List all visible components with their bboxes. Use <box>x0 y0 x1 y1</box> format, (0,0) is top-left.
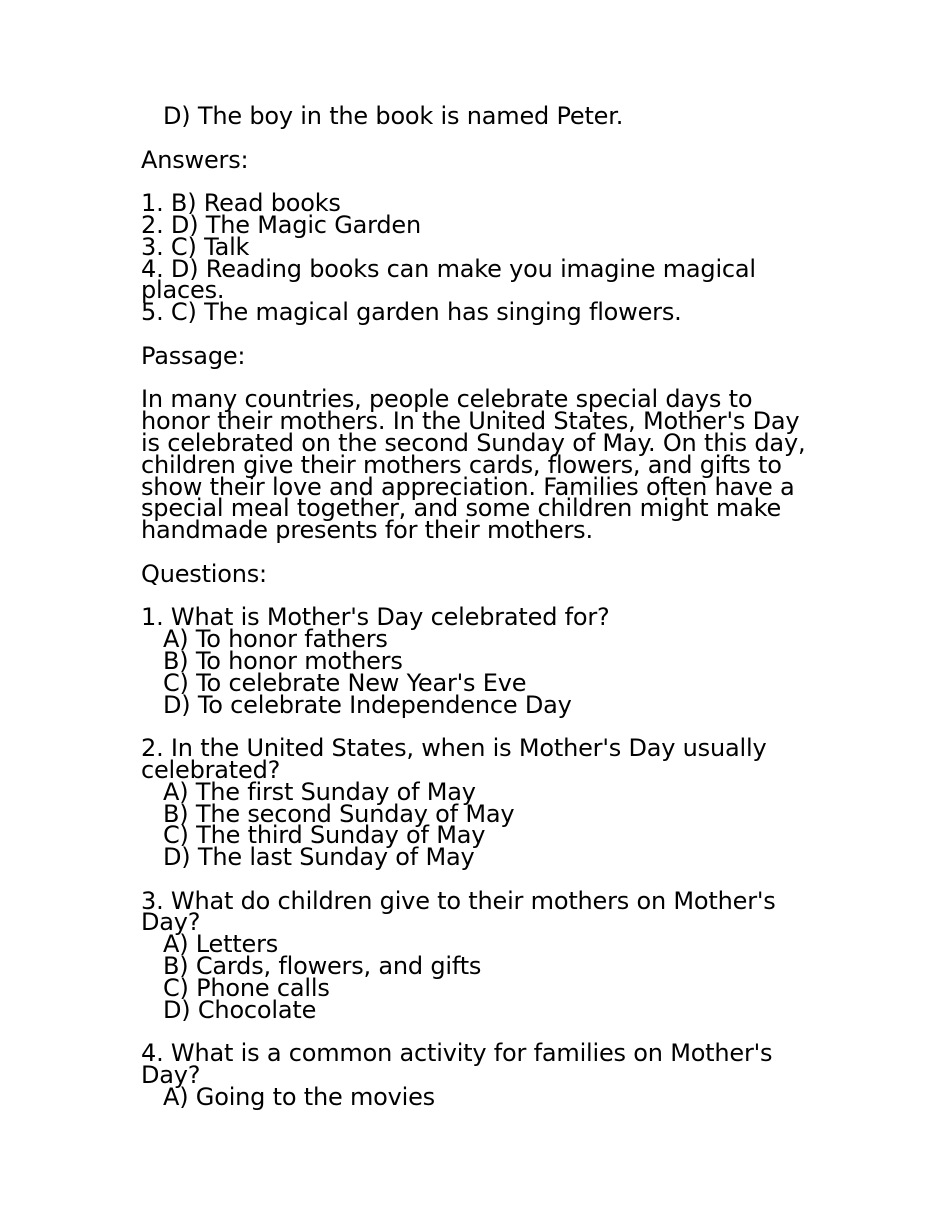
question-option: D) To celebrate Independence Day <box>163 690 572 719</box>
question-text: 1. What is Mother's Day celebrated for? <box>141 603 610 632</box>
question-option: B) To honor mothers <box>163 646 403 675</box>
passage-heading: Passage: <box>141 341 246 370</box>
answer-item: 4. D) Reading books can make you imagine magical places. <box>141 254 756 305</box>
question-option: B) The second Sunday of May <box>163 799 515 828</box>
question-option: A) To honor fathers <box>163 625 388 654</box>
question-option: B) Cards, flowers, and gifts <box>163 952 482 981</box>
question-option: C) To celebrate New Year's Eve <box>163 668 527 697</box>
answer-item: 3. C) Talk <box>141 232 250 261</box>
questions-heading: Questions: <box>141 559 267 588</box>
previous-option: D) The boy in the book is named Peter. <box>163 102 624 130</box>
answer-item: 2. D) The Magic Garden <box>141 210 421 239</box>
question-option: C) The third Sunday of May <box>163 821 486 850</box>
question-option: C) Phone calls <box>163 973 330 1002</box>
question-option: D) Chocolate <box>163 995 317 1024</box>
question-text: 2. In the United States, when is Mother's Day usually celebrated? <box>141 734 767 784</box>
question-option: A) The first Sunday of May <box>163 777 476 806</box>
answers-heading: Answers: <box>141 145 249 174</box>
question-option: A) Letters <box>163 930 279 959</box>
answer-item: 1. B) Read books <box>141 189 341 218</box>
question-option: D) The last Sunday of May <box>163 843 475 872</box>
document-page <box>141 102 821 1111</box>
answer-item: 5. C) The magical garden has singing flowers. <box>141 298 682 327</box>
question-option: A) Going to the movies <box>163 1082 435 1111</box>
passage-text: In many countries, people celebrate special days to honor their mothers. In the United States, Mother's Day is celebrated on the second Sunday of May. On this day, children give their mothers cards, flowers, and gifts to show their love and appreciation. Families often have a special meal together, and some children might make handmade presents for their mothers. <box>141 385 806 545</box>
question-text: 4. What is a common activity for families on Mother's Day? <box>141 1039 773 1090</box>
question-text: 3. What do children give to their mothers on Mother's Day? <box>141 886 776 937</box>
